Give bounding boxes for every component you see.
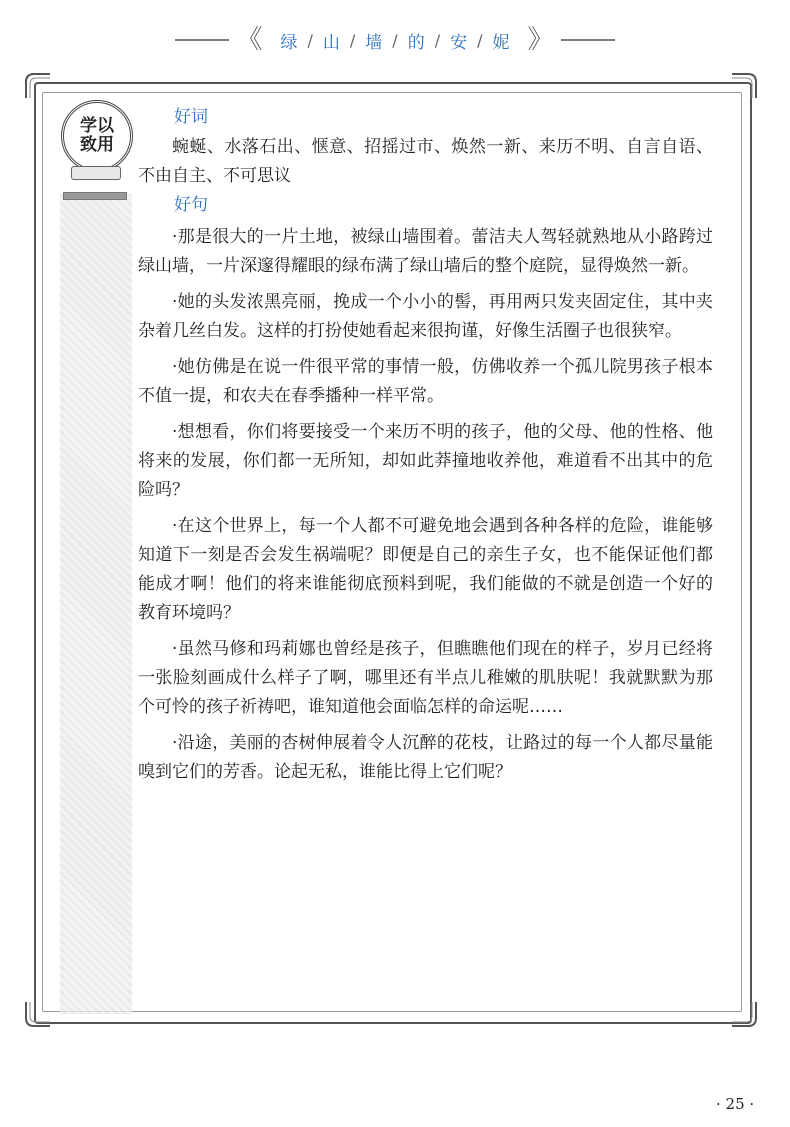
title-separator: / xyxy=(307,30,313,50)
good-sentence: ·在这个世界上，每一个人都不可避免地会遇到各种各样的危险，谁能够知道下一刻是否会发生祸端呢？即便是自己的亲生子女，也不能保证他们都能成才啊！他们的将来谁能彻底预料到呢，我们能做的不就是创造一个好的教育环境吗？ xyxy=(138,516,713,623)
title-char: 山 xyxy=(322,32,340,53)
title-char: 的 xyxy=(407,32,425,53)
main-content xyxy=(138,105,713,794)
badge-bar xyxy=(63,192,127,200)
good-words-heading: 好词 xyxy=(174,107,208,127)
good-sentence: ·她仿佛是在说一件很平常的事情一般，仿佛收养一个孤儿院男孩子根本不值一提，和农夫在春季播种一样平常。 xyxy=(138,357,713,406)
left-brace-ornament: 《 xyxy=(236,25,263,55)
title-char: 绿 xyxy=(280,32,298,53)
good-sentence: ·她的头发浓黑亮丽，挽成一个小小的髻，再用两只发夹固定住，其中夹杂着几丝白发。这样的打扮使她看起来很拘谨，好像生活圈子也很狭窄。 xyxy=(138,292,713,341)
right-brace-ornament: 》 xyxy=(527,25,554,55)
book-title-header xyxy=(0,22,790,58)
badge-base xyxy=(71,166,121,180)
corner-ornament-icon xyxy=(24,1000,52,1028)
good-words-text: 蜿蜒、水落石出、惬意、招摇过市、焕然一新、来历不明、自言自语、不由自主、不可思议 xyxy=(138,137,713,186)
title-separator: / xyxy=(349,30,356,50)
good-sentence: ·虽然马修和玛莉娜也曾经是孩子，但瞧瞧他们现在的样子，岁月已经将一张脸刻画成什么样子了啊，哪里还有半点儿稚嫩的肌肤呢！我就默默为那个可怜的孩子祈祷吧，谁知道他会面临怎样的命运呢…… xyxy=(138,639,713,717)
corner-ornament-icon xyxy=(24,72,52,100)
title-char: 妮 xyxy=(492,32,510,53)
corner-ornament-icon xyxy=(730,1000,758,1028)
title-separator: / xyxy=(392,30,398,50)
good-sentence: ·那是很大的一片土地，被绿山墙围着。蕾洁夫人驾轻就熟地从小路跨过绿山墙，一片深邃得耀眼的绿布满了绿山墙后的整个庭院，显得焕然一新。 xyxy=(138,227,713,276)
title-char: 墙 xyxy=(365,32,383,53)
title-separator: / xyxy=(477,30,483,50)
title-separator: / xyxy=(434,30,441,50)
header-rule-left xyxy=(175,39,229,41)
book-title xyxy=(271,28,520,53)
header-rule-right xyxy=(561,39,615,41)
good-sentences-heading: 好句 xyxy=(174,195,208,215)
badge-circle xyxy=(61,100,133,172)
badge-label: 学以致用 xyxy=(80,116,114,155)
section-badge xyxy=(57,96,135,190)
good-sentence: ·想想看，你们将要接受一个来历不明的孩子，他的父母、他的性格、他将来的发展，你们都一无所知，却如此莽撞地收养他，难道看不出其中的危险吗？ xyxy=(138,422,713,500)
page-number: · 25 · xyxy=(716,1095,755,1113)
side-decorative-strip xyxy=(60,194,132,1014)
corner-ornament-icon xyxy=(730,72,758,100)
title-char: 安 xyxy=(450,32,468,53)
good-sentence: ·沿途，美丽的杏树伸展着令人沉醉的花枝，让路过的每一个人都尽量能嗅到它们的芳香。论起无私，谁能比得上它们呢？ xyxy=(138,733,713,782)
